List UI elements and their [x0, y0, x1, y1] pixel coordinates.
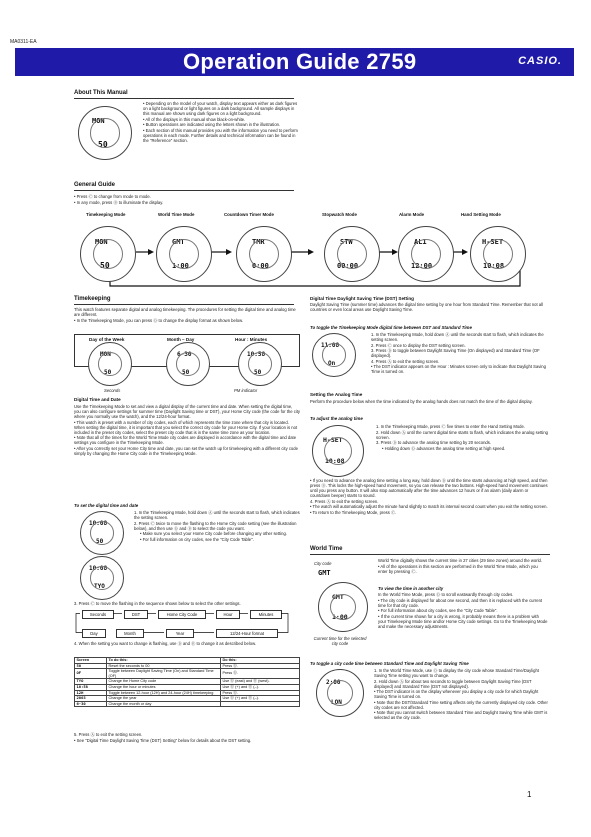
general-title: General Guide	[74, 182, 116, 188]
settings-table	[74, 657, 300, 707]
analog-lcd-bottom: 10:08	[325, 457, 345, 465]
world-lcd-top: GMT	[332, 593, 344, 601]
about-title: About This Manual	[74, 90, 128, 96]
step-3-text: 3. Press Ⓒ to move the flashing in the sequence shown below to select the other settings.	[74, 601, 241, 606]
table-head-action: To do this:	[107, 658, 221, 664]
format-lcd-top: MON	[100, 351, 111, 358]
format-label-hour: Hour : Minutes	[235, 337, 268, 342]
table-cell-screen: 12H	[75, 690, 107, 696]
about-text: • Depending on the model of your watch, display text appears either as dark figures on a light background or light figures on a dark background. All sample displays in this manual are shown using dark figures on a light background. • All of the displays in this manual show black-on-white. • Button operations are indicated using the letters shown in the illustration. • Each section of this manual provides you with the information you need to perform operations in each mode. Further details and technical information can be found in the "Reference" section.	[143, 101, 298, 143]
mode-watch-countdown	[236, 226, 292, 282]
seq-minutes: Minutes	[250, 610, 282, 619]
document-code: MA0311-EA	[10, 39, 37, 45]
mode-label-world: World Time Mode	[158, 212, 195, 217]
analog-subtitle: To adjust the analog time	[310, 416, 363, 421]
timekeeping-intro: This watch features separate digital and analog timekeeping. The procedures for setting the digital time and analog time are different. • In the Timekeeping Mode, you can press Ⓓ to change the display format as shown below.	[74, 307, 296, 323]
timekeeping-divider	[74, 304, 294, 305]
mode-watch-timekeeping	[80, 226, 136, 282]
toggle-city-text: 1. In the World Time Mode, use Ⓓ to display the city code whose Standard Time/Daylight Saving Time setting you want to change. 2. Hold down Ⓐ for about two seconds to toggle between Daylight Saving Time (DST displayed) and Standard Time (DST not displayed). • The DST indicator is on the display whenever you display a city code for which Daylight Saving Time is turned on. • Note that the DST/Standard Time setting affects only the currently displayed city code. Other city codes are not affected. • Note that you cannot switch between Standard Time and Daylight Saving Time while GMT is selected as the city code.	[374, 668, 548, 720]
dst-subtitle: To toggle the Timekeeping Mode digital time between DST and Standard Time	[310, 325, 472, 330]
watch-lcd-top: MON	[92, 117, 105, 125]
table-cell-screen: 50	[75, 663, 107, 669]
format-watch-hour	[238, 342, 282, 386]
seq-year: Year	[166, 629, 194, 638]
mode-watch-alarm	[398, 226, 454, 282]
toggle-lcd-bottom: LON	[331, 699, 342, 706]
pm-indicator-label: PM indicator	[234, 388, 258, 393]
table-head-method: Do this:	[221, 658, 300, 664]
brand-logo: CASIO.	[518, 55, 562, 67]
dst-text: Daylight Saving Time (summer time) advances the digital time setting by one hour from Standard Time. Remember that not all countries or even local areas use Daylight Saving Time.	[310, 302, 543, 312]
world-divider	[310, 554, 550, 555]
analog-steps: 1. In the Timekeeping Mode, press Ⓒ five times to enter the Hand Setting Mode. 2. Hold down Ⓐ until the current digital time starts to flash, which indicates the analog setting screen. 3. Press Ⓓ to advance the analog time setting by 20 seconds. • Holding down Ⓓ advances the analog time setting at high speed.	[376, 424, 549, 451]
page-title: Operation Guide 2759	[183, 49, 417, 74]
mode-lcd-top: TMR	[252, 238, 265, 246]
mode-watch-stopwatch	[324, 226, 380, 282]
table-cell-action: Toggle between 12-hour (12H) and 24-hour (24H) timekeeping	[107, 690, 221, 696]
set-lcd-bottom: 50	[96, 538, 104, 545]
table-cell-method: Use Ⓓ (east) and Ⓑ (west).	[221, 679, 300, 685]
format-watch-month	[166, 342, 210, 386]
mode-lcd-top: MON	[95, 238, 108, 246]
digital-time-title: Digital Time and Date	[74, 397, 121, 402]
mode-lcd-top: GMT	[172, 238, 185, 246]
mode-label-countdown: Countdown Timer Mode	[224, 212, 274, 217]
toggle-city-subtitle: To toggle a city code time between Standard Time and Daylight Saving Time	[310, 661, 469, 666]
seconds-label: Seconds	[104, 388, 121, 393]
table-cell-method: Use Ⓓ (+) and Ⓑ (–).	[221, 684, 300, 690]
page-header	[15, 48, 574, 76]
table-cell-action: Toggle between Daylight Saving Time (On) and Standard Time (OF)	[107, 669, 221, 679]
mode-label-alarm: Alarm Mode	[399, 212, 425, 217]
mode-lcd-bottom: 00:00	[337, 262, 359, 270]
page-number: 1	[527, 790, 532, 799]
mode-label-timekeeping: Timekeeping Mode	[86, 212, 126, 217]
dst-lcd-top: 11:08	[321, 342, 340, 349]
mode-watch-world	[156, 226, 212, 282]
seq-month: Month	[116, 629, 144, 638]
format-lcd-bottom: 50	[254, 369, 262, 376]
table-cell-action: Change the month or day	[107, 701, 221, 707]
format-label-day: Day of the Week	[89, 337, 125, 342]
about-divider	[74, 98, 294, 99]
table-cell-method: Press Ⓓ.	[221, 669, 300, 679]
world-lcd-bottom: 1:00	[332, 613, 348, 621]
general-text: • Press Ⓒ to change from mode to mode. • In any mode, press Ⓑ to illuminate the display.	[74, 194, 164, 205]
seq-seconds: Seconds	[82, 610, 114, 619]
format-lcd-top: 10:58	[247, 351, 266, 358]
current-time-label: Current time for the selected city code	[313, 636, 367, 646]
table-cell-action: Change the Home City code	[107, 679, 221, 685]
format-watch-day	[88, 342, 132, 386]
analog-text: Perform the procedure below when the time indicated by the analog hands does not match the time of the digital display.	[310, 399, 533, 404]
table-cell-method	[221, 701, 300, 707]
mode-lcd-bottom: 10:08	[483, 262, 505, 270]
general-divider	[74, 190, 294, 191]
set-lcd-top: 10:08	[89, 520, 108, 527]
watch-lcd-bottom: 50	[98, 140, 108, 149]
format-label-month: Month – Day	[167, 337, 195, 342]
analog-notes: • If you need to advance the analog time setting a long way, hold down Ⓓ until the time starts advancing at high speed, and then press Ⓑ. This locks the high-speed hand movement, so you can release the two buttons. High-speed hand movement continues until you press any button. It will also stop automatically after the time advances 12 hours or if an alarm (daily alarm or countdown beeper) starts to sound. 4. Press Ⓐ to exit the setting screen. • The watch will automatically adjust the minute hand slightly to match its internal second count when you exit the setting screen. • To return to the Timekeeping Mode, press Ⓒ.	[310, 478, 548, 515]
mode-lcd-bottom: 50	[100, 261, 110, 270]
table-cell-screen: 2003	[75, 696, 107, 702]
dst-steps: 1. In the Timekeeping Mode, hold down Ⓐ until the seconds start to flash, which indicates the setting screen. 2. Press Ⓒ once to display the DST setting screen. 3. Press Ⓓ to toggle between Daylight Saving Time (On displayed) and Standard Time (OF displayed). 4. Press Ⓐ to exit the setting screen. • The DST indicator appears on the Hour : Minutes screen only to indicate that Daylight Saving Time is turned on.	[371, 332, 546, 374]
table-cell-screen: OF	[75, 669, 107, 679]
view-city-subtitle: To view the time in another city	[378, 586, 444, 591]
set-lcd-bottom: TYO	[94, 583, 105, 590]
toggle-watch	[316, 669, 364, 717]
dst-title: Digital Time Daylight Saving Time (DST) Setting	[310, 296, 414, 301]
dst-watch	[312, 333, 356, 377]
mode-arrow-2	[226, 249, 232, 255]
step-4-text: 4. When the setting you want to change is flashing, use Ⓓ and Ⓑ to change it as described below.	[74, 641, 257, 646]
seq-day: Day	[82, 629, 106, 638]
table-cell-screen: 10:58	[75, 684, 107, 690]
set-lcd-top: 10:08	[89, 565, 108, 572]
mode-arrow-5	[462, 249, 468, 255]
mode-arrow-1	[148, 249, 154, 255]
analog-watch	[312, 425, 364, 477]
city-code-label: City code	[314, 561, 332, 566]
mode-arrow-3	[308, 249, 314, 255]
toggle-lcd-top: 2:00	[326, 679, 341, 686]
format-lcd-top: 6-30	[177, 351, 192, 358]
set-time-watch	[80, 511, 124, 555]
format-lcd-bottom: 50	[104, 369, 112, 376]
table-cell-method: Use Ⓓ (+) and Ⓑ (–).	[221, 696, 300, 702]
gmt-code-display: GMT	[318, 569, 331, 577]
table-cell-method: Press Ⓓ.	[221, 690, 300, 696]
timekeeping-title: Timekeeping	[74, 296, 111, 302]
table-row	[75, 701, 300, 707]
mode-lcd-top: H-SET	[482, 238, 504, 246]
analog-lcd-top: H-SET	[323, 436, 343, 444]
mode-lcd-top: AL1	[414, 238, 427, 246]
dst-lcd-bottom: On	[328, 360, 336, 367]
analog-title: Setting the Analog Time	[310, 392, 363, 397]
table-cell-screen: 6-30	[75, 701, 107, 707]
table-cell-action: Change the year	[107, 696, 221, 702]
mode-lcd-bottom: 12:00	[411, 262, 433, 270]
seq-hour: Hour	[216, 610, 240, 619]
digital-time-text: Use the Timekeeping Mode to set and view a digital display of the current time and date. When setting the digital time, you can also configure settings for summer time (Daylight Saving time or DST), your Home City code (the code for the city where you normally use the watch), and the 12/24-hour format. • This watch is preset with a number of city codes, each of which represents the time zone where that city is located. When setting the digital time, it is important that you select the correct city code for your Home City. If your location is not included in the preset city codes, select the preset city code that is in the same time zone as your location. • Note that all of the times for the World Time Mode city codes are displayed in accordance with the digital time and date settings you configure in the Timekeeping Mode. • After you correctly set your Home City time and date, you can set the watch up for timekeeping with a different city code simply by changing the Home City code in the Timekeeping Mode.	[74, 404, 300, 456]
mode-watch-hand-setting	[470, 226, 526, 282]
set-time-steps: 1. In the Timekeeping Mode, hold down Ⓐ until the seconds start to flash, which indicates the setting screen. 2. Press Ⓒ twice to move the flashing to the Home City code setting (see the illustration below), and then use Ⓓ and Ⓑ to select the code you want. • Make sure you select your Home City code before changing any other setting. • For full information on city codes, see the "City Code Table".	[134, 510, 300, 542]
set-city-watch	[80, 556, 124, 600]
seq-home-city: Home City Code	[158, 610, 206, 619]
table-cell-action: Change the hour or minutes	[107, 684, 221, 690]
table-head-screen: Screen	[75, 658, 107, 664]
mode-flow-diagram	[70, 218, 530, 290]
seq-dst: DST	[124, 610, 148, 619]
world-title: World Time	[310, 546, 343, 552]
seq-12-24: 12/24-Hour format	[216, 629, 278, 638]
table-cell-screen: TYO	[75, 679, 107, 685]
table-row	[75, 669, 300, 679]
watch-illustration-about	[78, 106, 132, 160]
mode-label-stopwatch: Stopwatch Mode	[322, 212, 357, 217]
world-watch	[318, 582, 368, 632]
world-intro: World Time digitally shows the current time in 27 cities (29 time zones) around the world. • All of the operations in this section are performed in the World Time Mode, which you enter by pressing Ⓒ.	[378, 558, 543, 574]
table-cell-action: Reset the seconds to 00	[107, 663, 221, 669]
mode-lcd-bottom: 0:00	[252, 262, 269, 270]
format-lcd-bottom: 50	[182, 369, 190, 376]
view-city-text: In the World Time Mode, press Ⓓ to scroll eastwardly through city codes. • The city code is displayed for about one second, and then it is replaced with the current time for that city code. • For full information about city codes, see the "City Code Table". • If the current time shown for a city is wrong, it probably means there is a problem with your Timekeeping Mode time and/or Home City code settings. Go to the Timekeeping Mode and make the necessary adjustments.	[378, 592, 548, 629]
table-cell-method: Press Ⓓ.	[221, 663, 300, 669]
set-time-title: To set the digital time and date	[74, 503, 139, 508]
sequence-arrows	[74, 608, 294, 640]
mode-lcd-top: STW	[340, 238, 353, 246]
step-5-text: 5. Press Ⓐ to exit the setting screen. • See "Digital Time Daylight Saving Time (DST) Setting" below for details about the DST setting.	[74, 732, 252, 743]
mode-label-hand-setting: Hand Setting Mode	[461, 212, 501, 217]
mode-lcd-bottom: 1:00	[172, 262, 189, 270]
